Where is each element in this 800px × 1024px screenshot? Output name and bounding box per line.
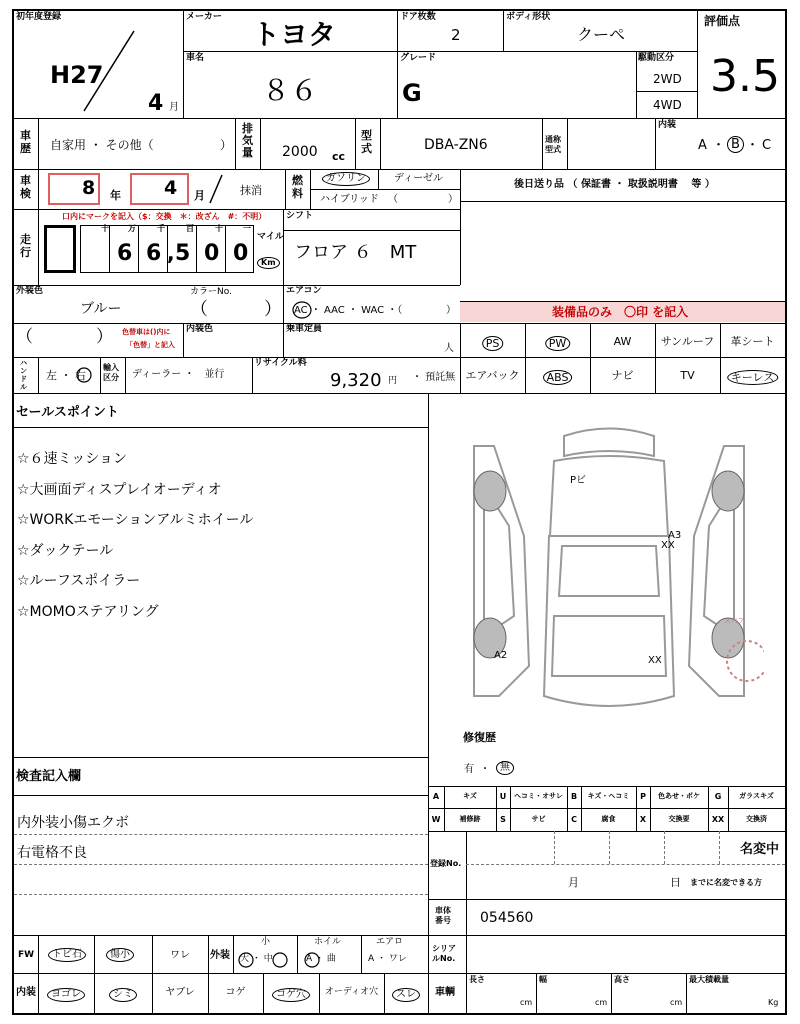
fw-label: FW [18,950,35,960]
equip-row1-item: サンルーフ [660,335,715,348]
mileage-digit-5: 0 [204,241,220,266]
grade-value: G [402,79,422,107]
equip-row1-item: AW [613,335,632,348]
interior-divider [152,973,153,1013]
color-no-open: （ [190,299,208,320]
mileage-flag-box [44,225,76,273]
wheel-value: A ・ 曲 [306,954,336,964]
interior-grade-a: A [698,138,707,153]
legend-divider [444,786,445,808]
equip-row2-item: キーレス [727,370,778,385]
mileage-label: 走行 [20,233,31,259]
legend-divider [567,786,568,808]
vehicle-dims-label: 車輌 [435,987,455,998]
interior-damage-item: コゲ穴 [272,988,310,1002]
shift-label: シフト [286,211,314,221]
legend-code: P [640,792,646,801]
mileage-digit-2: 6 [117,241,133,266]
repair-dot: ・ [480,764,490,775]
displacement-unit: cc [332,150,346,163]
equip-row2-item: TV [680,369,695,382]
mark-a2: A2 [494,650,508,661]
serial-label: シリアルNo. [432,944,456,963]
equip-divider [525,357,526,393]
legend-divider [650,786,651,808]
max-load-label: 最大積載量 [689,975,729,984]
length-label: 長さ [469,975,485,984]
recycle-deposit: ・ 預託無 [412,372,456,383]
interior-grade-label: 内装 [658,120,677,130]
legend-meaning: サビ [531,814,546,823]
legend-code: W [431,814,441,824]
legend-meaning: 交換済 [746,814,767,823]
spare-label: スペア [724,617,745,625]
legend-meaning: 腐食 [601,814,616,823]
exterior-size: 大 ・ 中 [240,954,273,964]
equip-divider [590,323,591,357]
sales-point-item: ☆MOMOステアリング [17,603,159,620]
legend-divider [728,786,729,808]
sales-point-item: ☆大画面ディスプレイオーディオ [17,481,222,498]
sales-point-item: ☆ルーフスポイラー [17,573,141,589]
interior-grade-c: C [762,138,772,153]
history-close: ） [220,138,233,152]
legend-divider [708,809,709,831]
mileage-note: 口内にマークを記入（$：交換 ＊：改ざん #：不明） [62,212,267,221]
length-unit: cm [520,998,533,1007]
legend-meaning: 補修跡 [459,814,481,823]
legend-divider [728,809,729,831]
year-unit: 年 [110,189,121,202]
registration-day: 日 [670,876,681,889]
cancelled-label: 抹消 [240,184,262,197]
interior-grade-b: B [727,136,744,153]
recycle-amount: 9,320 [330,370,382,391]
inspection-month: 4 [164,177,178,199]
common-model-label: 通称型式 [545,135,561,154]
legend-meaning: キズ [463,792,477,800]
car-name-value: ８６ [262,74,319,107]
equip-row1-item: 革シート [730,335,775,348]
handle-right-circle [76,367,92,383]
doors-label: ドア枚数 [400,12,436,22]
fuel-gasoline: ガソリン [322,172,370,186]
width-unit: cm [595,998,608,1007]
model-value: DBA-ZN6 [424,137,488,153]
inspection-note-line: 右電格不良 [17,845,87,861]
exterior-label: 外装 [210,950,230,961]
legend-divider [650,809,651,831]
mileage-comma: , [167,241,175,265]
interior-dot-2: ・ [746,138,760,153]
wheel-circle [302,951,322,969]
repair-yes: 有 [464,764,474,775]
mileage-unit-10: 十 [215,224,223,233]
equip-row2-item: ABS [543,370,573,385]
score-label: 評価点 [704,14,741,28]
name-change-deadline: までに名変できる方 [690,878,762,887]
equip-row2-item: ナビ [611,369,634,382]
registration-label: 登録No. [430,859,462,868]
doors-value: 2 [451,26,461,44]
equip-row1-item: PS [482,336,504,351]
sales-point-item: ☆ダックテール [17,542,114,559]
color-no-label: カラーNo. [190,287,232,297]
legend-divider [510,809,511,831]
change-paren-close: ） [96,327,113,347]
deferred-docs: 後日送り品 （ 保証書 ・ 取扱説明書 等 ） [514,179,715,190]
score-value: 3.5 [710,51,780,102]
inspection-slash [206,173,226,205]
mileage-unit-100k: 十 [101,224,109,233]
sales-point-item: ☆６速ミッション [17,451,127,467]
legend-meaning: キズ・ヘコミ [587,792,630,800]
inspection-sheet [12,9,787,1015]
repair-history-label: 修復歴 [463,731,496,744]
body-number-value: 054560 [480,910,534,926]
displacement-label: 排気量 [242,122,253,159]
mileage-unit-1k: 千 [157,224,165,233]
interior-divider [319,973,320,1013]
legend-code: G [714,792,722,801]
body-number-label: 車体番号 [435,906,451,925]
color-no-close: ） [264,299,282,320]
interior-damage-label: 内装 [16,987,36,998]
import-label: 輸入区分 [103,363,119,382]
body-value: クーペ [577,25,626,44]
month-unit: 月 [169,102,179,113]
handle-label: ハンドル [20,359,27,391]
fuel-label: 燃料 [292,174,303,200]
legend-meaning: ガラスキズ [739,792,774,800]
aircon-close: ） [446,305,456,316]
fw-small-scratch: 傷小 [106,948,134,962]
fw-chip: トビ石 [48,948,86,962]
fw-crack: ワレ [170,950,190,961]
equip-divider [590,357,591,393]
car-name-label: 車名 [186,53,205,63]
maker-label: メーカー [186,12,222,22]
exterior-size-circles [236,951,296,969]
import-value: ディーラー ・ 並行 [132,369,225,380]
interior-damage-item: ヨゴレ [47,988,85,1002]
km-label: Km [257,257,280,269]
legend-divider [444,809,445,831]
body-label: ボディ形状 [506,12,551,22]
legend-divider [581,786,582,808]
car-damage-diagram [454,416,764,716]
fuel-other-open: （ [388,194,398,205]
aircon-options: AC ・ AAC ・ WAC ・（ [294,305,403,316]
equipment-title: 装備品のみ 〇印 を記入 [552,305,689,319]
repair-no: 無 [496,761,514,775]
inspection-year: 8 [82,177,96,199]
shift-value: フロア ６ MT [294,242,417,263]
mark-xx-rear: XX [648,655,662,666]
inspection-notes-title: 検査記入欄 [16,769,82,784]
mile-label: マイル [257,232,284,242]
interior-damage-item: オーディオ穴 [324,987,379,997]
fuel-diesel: ディーゼル [394,173,443,184]
aircon-label: エアコン [286,286,322,296]
equip-divider [720,357,721,393]
mileage-digit-3: 6 [146,241,162,266]
equip-row2-item: エアバック [465,369,520,382]
name-change-pending: 名変中 [740,842,780,857]
interior-damage-item: シミ [109,988,137,1002]
legend-meaning: 交換要 [668,814,690,823]
mileage-unit-10k: 万 [128,224,136,233]
handle-value: 左 ・ 右 [46,369,86,382]
legend-divider [510,786,511,808]
legend-code: B [570,792,578,801]
height-unit: cm [670,998,683,1007]
displacement-value: 2000 [282,144,318,160]
inspection-month-box [130,173,189,205]
mileage-digit-6: 0 [233,241,249,266]
equip-divider [720,323,721,357]
interior-damage-item: スレ [392,988,420,1002]
interior-color-label: 内装色 [186,324,214,334]
equip-divider [525,323,526,357]
exterior-color-value: ブルー [80,301,122,317]
year-month-slash [74,29,144,113]
capacity-unit: 人 [444,343,454,354]
exterior-small-header: 小 [261,937,271,947]
legend-code: A [432,792,440,801]
model-label: 型式 [361,129,372,155]
sales-points-title: セールスポイント [16,405,119,420]
change-note-2: 「色替」と記入 [126,341,175,349]
legend-code: U [499,792,507,801]
interior-divider [94,973,95,1013]
inspection-note-line: 内外装小傷エクボ [17,815,129,831]
height-label: 高さ [614,975,630,984]
max-load-unit: Kg [768,998,779,1007]
aero-value: A ・ ワレ [368,954,407,964]
inspection-month-unit: 月 [194,189,205,202]
aircon-ac-circle [292,301,312,319]
drive-label: 駆動区分 [638,53,675,63]
aero-header: エアロ [376,937,404,947]
first-registration-year: H27 [50,61,104,89]
mileage-unit-1: 一 [243,224,251,233]
recycle-label: リサイクル料 [254,358,307,368]
first-registration-month: 4 [148,91,164,116]
legend-meaning: 色あせ・ボケ [658,792,700,800]
change-note-1: 色替車は()内に [122,328,171,336]
registration-month: 月 [568,876,579,889]
legend-divider [636,809,637,831]
recycle-yen: 円 [388,376,398,386]
legend-divider [581,809,582,831]
exterior-color-label: 外装色 [16,286,44,296]
interior-divider [208,973,209,1013]
legend-code: S [500,814,506,824]
mark-xx-right: XX [661,540,675,551]
change-paren-open: （ [16,327,33,347]
legend-divider [496,786,497,808]
grade-label: グレード [400,53,437,63]
interior-dot-1: ・ [712,138,726,153]
fuel-other-close: ） [448,194,458,205]
drive-4wd: 4WD [653,98,682,112]
width-label: 幅 [539,975,547,984]
history-value: 自家用 ・ その他（ [50,138,154,152]
mileage-digit-4: 5 [175,241,191,266]
legend-code: C [571,814,577,824]
roof-mark: Pビ [570,475,587,486]
legend-code: X [639,814,647,824]
history-label: 車歴 [20,129,31,155]
interior-damage-item: コゲ [225,987,246,998]
legend-code: XX [711,814,725,824]
legend-divider [636,786,637,808]
equip-divider [655,323,656,357]
equip-row1-item: PW [545,336,571,351]
first-registration-label: 初年度登録 [16,12,62,22]
legend-divider [496,809,497,831]
fuel-hybrid: ハイブリッド [320,194,379,205]
sales-point-item: ☆WORKエモーションアルミホイール [17,512,254,528]
mark-a3: A3 [668,530,682,541]
inspection-label: 車検 [20,174,31,200]
equip-divider [655,357,656,393]
capacity-label: 乗車定員 [286,324,323,334]
mileage-unit-100: 百 [186,224,194,233]
legend-divider [567,809,568,831]
legend-divider [708,786,709,808]
interior-damage-item: ヤブレ [165,987,195,998]
wheel-header: ホイル [314,937,342,947]
drive-2wd: 2WD [653,72,682,86]
legend-meaning: ヘコミ・オサレ [514,792,563,800]
interior-divider [384,973,385,1013]
maker-value: トヨタ [252,18,337,51]
interior-divider [263,973,264,1013]
